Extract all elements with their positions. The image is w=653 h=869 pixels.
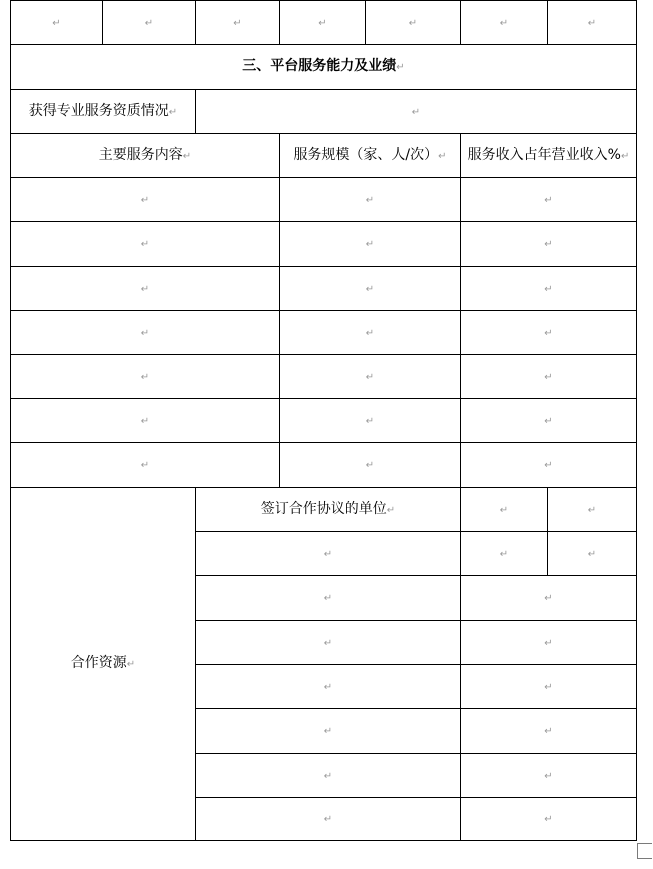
paragraph-mark-icon: ↵	[499, 548, 509, 560]
service-row	[11, 399, 637, 443]
service-ratio-cell[interactable]	[461, 355, 637, 399]
paragraph-mark-icon: ↵	[544, 415, 553, 427]
paragraph-mark-icon: ↵	[544, 327, 553, 339]
paragraph-mark-icon: ↵	[323, 593, 333, 604]
paragraph-mark-icon: ↵	[587, 504, 597, 516]
coop-cell-2[interactable]	[461, 532, 548, 576]
paragraph-mark-icon: ↵	[323, 681, 333, 693]
paragraph-mark-icon: ↵	[126, 659, 136, 670]
paragraph-mark-icon: ↵	[233, 17, 242, 29]
service-scale-header	[280, 134, 461, 178]
paragraph-mark-icon: ↵	[544, 770, 553, 782]
coop-detail-cell[interactable]	[461, 621, 637, 665]
service-capability-form	[10, 0, 637, 841]
paragraph-mark-icon: ↵	[544, 239, 553, 250]
service-row	[11, 355, 637, 399]
paragraph-mark-icon: ↵	[544, 371, 553, 383]
service-ratio-cell[interactable]	[461, 178, 637, 222]
coop-header-cell-3[interactable]	[548, 488, 637, 532]
paragraph-mark-icon: ↵	[365, 415, 375, 427]
paragraph-mark-icon: ↵	[438, 150, 447, 162]
service-row	[11, 311, 637, 355]
paragraph-mark-icon: ↵	[365, 194, 375, 206]
paragraph-mark-icon: ↵	[140, 239, 150, 250]
paragraph-mark-icon: ↵	[140, 194, 150, 206]
coop-header-cell	[196, 488, 461, 532]
service-scale-cell[interactable]	[280, 311, 461, 355]
qualification-value-cell[interactable]	[196, 90, 637, 134]
service-ratio-header	[461, 134, 637, 178]
top-cell-6[interactable]	[461, 1, 548, 45]
paragraph-mark-icon: ↵	[365, 239, 375, 250]
service-scale-cell[interactable]	[280, 443, 461, 488]
paragraph-mark-icon: ↵	[365, 327, 375, 339]
paragraph-mark-icon: ↵	[408, 17, 418, 29]
paragraph-mark-icon: ↵	[140, 283, 150, 295]
page-corner-marker	[637, 843, 652, 859]
service-ratio-cell[interactable]	[461, 399, 637, 443]
paragraph-mark-icon: ↵	[587, 17, 597, 29]
paragraph-mark-icon: ↵	[140, 415, 150, 427]
qualification-label-cell	[11, 90, 196, 134]
service-row	[11, 222, 637, 267]
service-scale-cell[interactable]	[280, 399, 461, 443]
paragraph-mark-icon: ↵	[144, 17, 154, 29]
service-row	[11, 443, 637, 488]
paragraph-mark-icon: ↵	[499, 504, 509, 516]
coop-unit-cell[interactable]	[196, 576, 461, 621]
top-cell-5[interactable]	[366, 1, 461, 45]
paragraph-mark-icon: ↵	[544, 460, 553, 471]
paragraph-mark-icon: ↵	[544, 681, 553, 693]
paragraph-mark-icon: ↵	[323, 726, 333, 737]
service-content-header	[11, 134, 280, 178]
coop-unit-cell[interactable]	[196, 798, 461, 841]
paragraph-mark-icon: ↵	[544, 593, 553, 604]
service-row	[11, 178, 637, 222]
paragraph-mark-icon: ↵	[544, 814, 553, 825]
paragraph-mark-icon: ↵	[544, 726, 553, 737]
coop-label-cell	[11, 488, 196, 841]
paragraph-mark-icon: ↵	[168, 106, 178, 118]
coop-detail-cell[interactable]	[461, 709, 637, 754]
top-cell-4[interactable]	[280, 1, 366, 45]
paragraph-mark-icon: ↵	[620, 150, 630, 162]
paragraph-mark-icon: ↵	[318, 17, 327, 29]
service-content-cell[interactable]	[11, 311, 280, 355]
top-cell-2[interactable]	[103, 1, 196, 45]
paragraph-mark-icon: ↵	[140, 371, 150, 383]
qualification-label: 获得专业服务资质情况	[28, 102, 169, 119]
paragraph-mark-icon: ↵	[396, 62, 405, 73]
service-content-cell[interactable]	[11, 267, 280, 311]
coop-header-cell-2[interactable]	[461, 488, 548, 532]
paragraph-mark-icon: ↵	[499, 17, 509, 29]
service-scale-cell[interactable]	[280, 222, 461, 267]
coop-unit-cell[interactable]	[196, 532, 461, 576]
paragraph-mark-icon: ↵	[140, 460, 150, 471]
coop-label: 合作资源	[70, 655, 127, 671]
paragraph-mark-icon: ↵	[182, 150, 192, 162]
paragraph-mark-icon: ↵	[544, 194, 553, 206]
paragraph-mark-icon: ↵	[587, 548, 597, 560]
service-row	[11, 267, 637, 311]
top-row	[11, 1, 637, 45]
paragraph-mark-icon: ↵	[323, 770, 333, 782]
top-cell-3[interactable]	[196, 1, 280, 45]
coop-unit-cell[interactable]	[196, 754, 461, 798]
service-scale-cell[interactable]	[280, 178, 461, 222]
service-scale-cell[interactable]	[280, 355, 461, 399]
section-title: 三、平台服务能力及业绩	[242, 58, 397, 74]
service-content-cell[interactable]	[11, 443, 280, 488]
paragraph-mark-icon: ↵	[365, 371, 375, 383]
paragraph-mark-icon: ↵	[140, 327, 150, 339]
paragraph-mark-icon: ↵	[544, 637, 553, 649]
service-content-cell[interactable]	[11, 399, 280, 443]
service-ratio-cell[interactable]	[461, 443, 637, 488]
paragraph-mark-icon: ↵	[544, 283, 553, 295]
service-ratio-cell[interactable]	[461, 311, 637, 355]
service-content-cell[interactable]	[11, 222, 280, 267]
section-title-cell	[11, 45, 637, 90]
paragraph-mark-icon: ↵	[323, 637, 333, 649]
paragraph-mark-icon: ↵	[365, 283, 375, 295]
coop-detail-cell[interactable]	[461, 754, 637, 798]
service-content-cell[interactable]	[11, 178, 280, 222]
paragraph-mark-icon: ↵	[386, 504, 396, 516]
service-ratio-label: 服务收入占年营业收入%	[467, 146, 621, 163]
coop-unit-cell[interactable]	[196, 665, 461, 709]
top-cell-7[interactable]	[548, 1, 637, 45]
paragraph-mark-icon: ↵	[323, 548, 333, 560]
service-content-cell[interactable]	[11, 355, 280, 399]
service-scale-cell[interactable]	[280, 267, 461, 311]
coop-detail-cell[interactable]	[461, 798, 637, 841]
paragraph-mark-icon: ↵	[411, 106, 421, 118]
top-cell-1[interactable]	[11, 1, 103, 45]
paragraph-mark-icon: ↵	[365, 460, 375, 471]
coop-unit-cell[interactable]	[196, 709, 461, 754]
service-ratio-cell[interactable]	[461, 267, 637, 311]
service-content-label: 主要服务内容	[98, 146, 183, 163]
coop-detail-cell[interactable]	[461, 665, 637, 709]
service-scale-label: 服务规模（家、人/次）	[293, 146, 439, 163]
coop-unit-cell[interactable]	[196, 621, 461, 665]
service-ratio-cell[interactable]	[461, 222, 637, 267]
coop-cell-3[interactable]	[548, 532, 637, 576]
coop-detail-cell[interactable]	[461, 576, 637, 621]
coop-row	[11, 488, 637, 532]
paragraph-mark-icon: ↵	[323, 814, 333, 825]
paragraph-mark-icon: ↵	[52, 17, 61, 29]
coop-header: 签订合作协议的单位	[260, 500, 387, 517]
